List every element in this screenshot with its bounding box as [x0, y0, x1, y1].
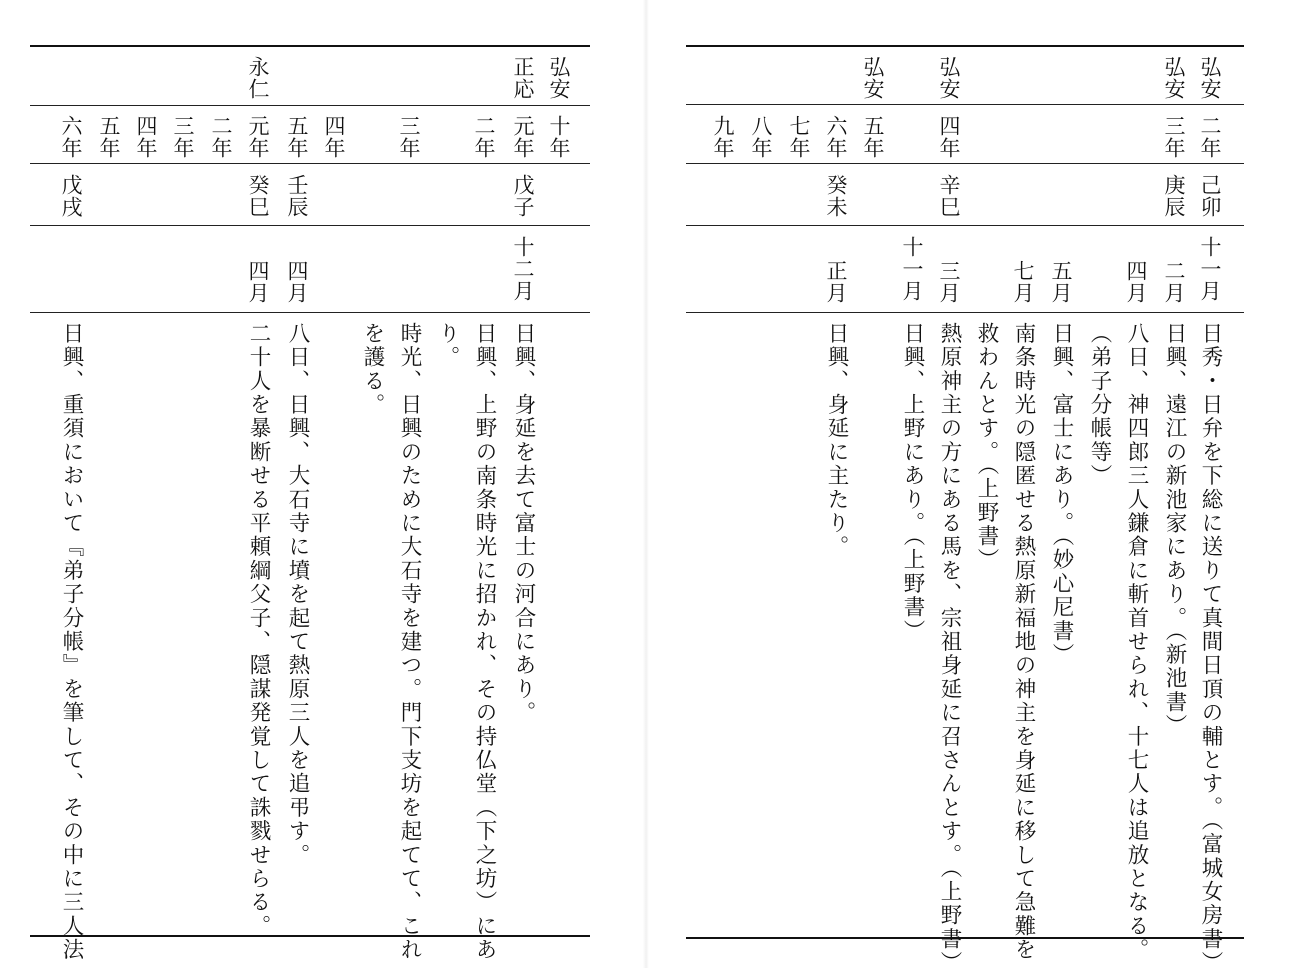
table-bottom-rule — [686, 937, 1244, 939]
eto-cell: 戊子 — [511, 174, 535, 218]
month-cell: 五月 — [1049, 260, 1073, 304]
event-text: 南条時光の隠匿せる熱原新福地の神主を身延に移して急難を — [1011, 322, 1036, 962]
month-row-rule — [30, 312, 590, 313]
era-cell: 弘安 — [1162, 56, 1186, 100]
month-cell: 正月 — [824, 260, 848, 304]
month-cell: 十一月 — [1198, 236, 1222, 302]
year-cell: 五年 — [861, 115, 885, 159]
era-cell: 弘安 — [547, 56, 571, 100]
year-row-rule — [30, 163, 590, 164]
month-row-rule — [686, 312, 1244, 313]
year-cell: 九年 — [711, 115, 735, 159]
year-cell: 二年 — [472, 115, 496, 159]
event-text: 日興、上野にあり。（上野書） — [900, 322, 925, 644]
era-row-rule — [30, 105, 590, 106]
year-cell: 元年 — [511, 115, 535, 159]
event-text: 日興、上野の南条時光に招かれ、その持仏堂（下之坊）にあ — [472, 322, 497, 962]
event-text: 日秀・日弁を下総に送りて真間日頂の輔とす。（富城女房書） — [1198, 322, 1223, 975]
year-cell: 三年 — [397, 115, 421, 159]
event-text: 日興、身延に主たり。 — [824, 322, 849, 559]
era-cell: 弘安 — [861, 56, 885, 100]
month-cell: 十一月 — [900, 236, 924, 302]
left-page — [0, 0, 640, 968]
event-text: 熱原神主の方にある馬を、宗祖身延に召さんとす。（上野書） — [937, 322, 962, 975]
year-cell: 八年 — [749, 115, 773, 159]
month-cell: 四月 — [285, 260, 309, 304]
month-cell: 四月 — [246, 260, 270, 304]
year-row-rule — [686, 163, 1244, 164]
year-cell: 四年 — [134, 115, 158, 159]
year-cell: 七年 — [787, 115, 811, 159]
eto-cell: 癸巳 — [246, 174, 270, 218]
eto-cell: 癸未 — [824, 174, 848, 218]
event-text: 日興、重須において『弟子分帳』を筆して、その中に三人法 — [59, 322, 84, 962]
event-text: 八日、神四郎三人鎌倉に斬首せられ、十七人は追放となる。 — [1124, 322, 1149, 962]
table-top-rule — [30, 45, 590, 47]
event-text: 八日、日興、大石寺に墳を起て熱原三人を追弔す。 — [285, 322, 310, 868]
eto-cell: 壬辰 — [285, 174, 309, 218]
era-cell: 永仁 — [246, 56, 270, 100]
month-cell: 二月 — [1162, 260, 1186, 304]
eto-cell: 己卯 — [1198, 174, 1222, 218]
eto-cell: 辛巳 — [937, 174, 961, 218]
event-text: 日興、富士にあり。（妙心尼書） — [1049, 322, 1074, 667]
era-cell: 弘安 — [1198, 56, 1222, 100]
era-cell: 正応 — [511, 56, 535, 100]
year-cell: 三年 — [1162, 115, 1186, 159]
event-text: 時光、日興のために大石寺を建つ。門下支坊を起てて、これ — [397, 322, 422, 962]
eto-row-rule — [30, 225, 590, 226]
year-cell: 五年 — [285, 115, 309, 159]
eto-cell: 戊戌 — [59, 174, 83, 218]
event-text: を護る。 — [360, 322, 385, 417]
era-cell: 弘安 — [937, 56, 961, 100]
month-cell: 三月 — [937, 260, 961, 304]
year-cell: 三年 — [171, 115, 195, 159]
month-cell: 七月 — [1011, 260, 1035, 304]
table-bottom-rule — [30, 935, 590, 937]
era-row-rule — [686, 104, 1244, 105]
book-gutter — [643, 0, 649, 968]
year-cell: 十年 — [547, 115, 571, 159]
year-cell: 四年 — [322, 115, 346, 159]
year-cell: 二年 — [1198, 115, 1222, 159]
year-cell: 四年 — [937, 115, 961, 159]
event-text: り。 — [435, 322, 460, 370]
event-text: 救わんとす。（上野書） — [974, 322, 999, 572]
right-page — [650, 0, 1306, 975]
month-cell: 十二月 — [511, 236, 535, 302]
event-text: 日興、身延を去て富士の河合にあり。 — [511, 322, 536, 725]
table-top-rule — [686, 45, 1244, 47]
year-cell: 二年 — [209, 115, 233, 159]
eto-row-rule — [686, 225, 1244, 226]
year-cell: 五年 — [97, 115, 121, 159]
year-cell: 六年 — [824, 115, 848, 159]
year-cell: 六年 — [59, 115, 83, 159]
eto-cell: 庚辰 — [1162, 174, 1186, 218]
event-text: （弟子分帳等） — [1087, 322, 1112, 488]
month-cell: 四月 — [1124, 260, 1148, 304]
event-text: 日興、遠江の新池家にあり。（新池書） — [1162, 322, 1187, 738]
year-cell: 元年 — [246, 115, 270, 159]
event-text: 二十人を暴断せる平頼綱父子、隠謀発覚して誅戮せらる。 — [246, 322, 271, 939]
